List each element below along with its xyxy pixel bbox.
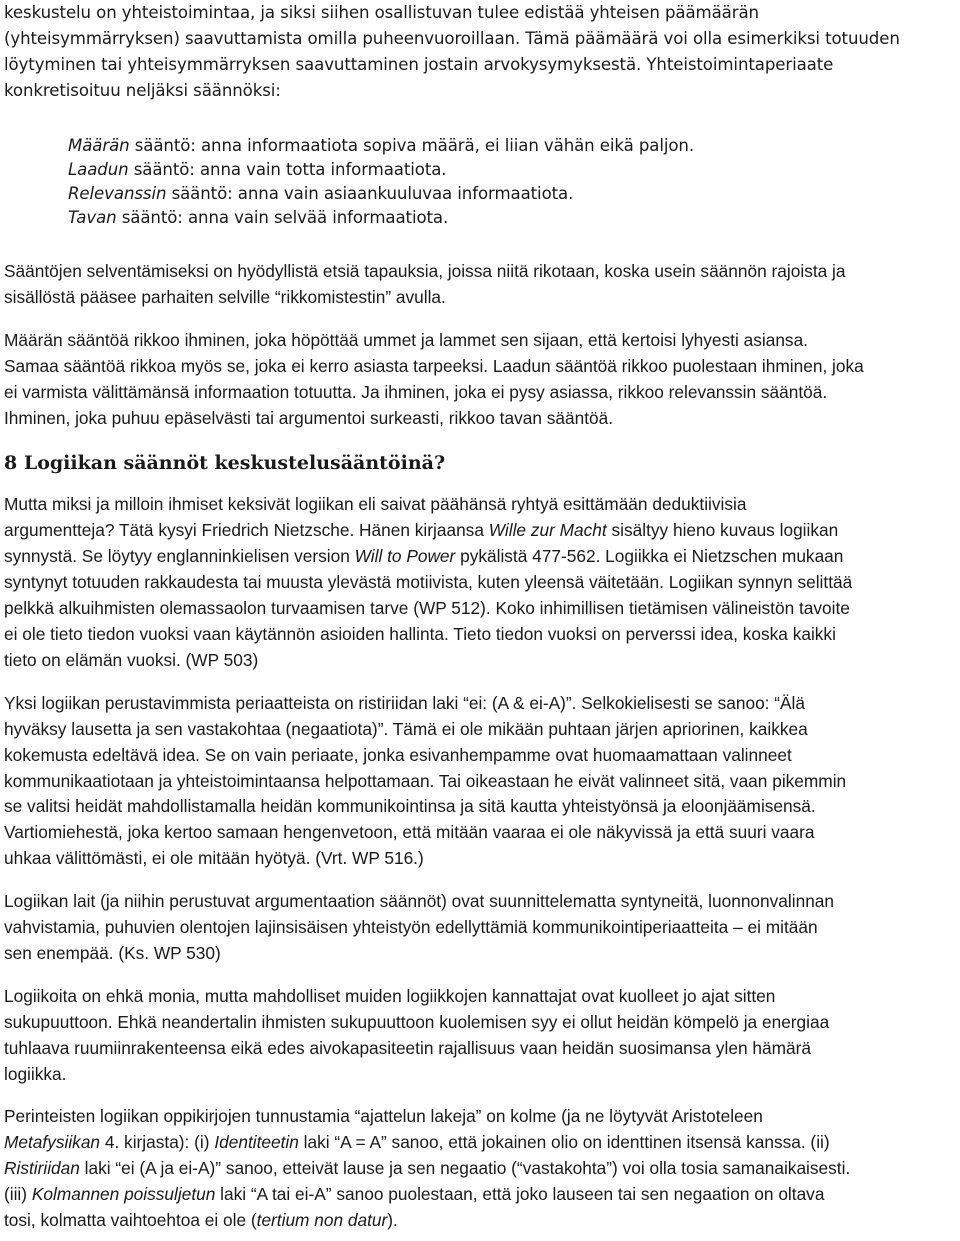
latin-phrase: tertium non datur: [256, 1210, 388, 1231]
rule-item-relevance: [68, 182, 956, 206]
text-line: logiikka.: [4, 1063, 67, 1084]
text-line: ei ole tieto tiedon vuoksi vaan käytännön asioiden hallinta. Tieto tiedon vuoksi on perverssi idea, koska kaikki: [4, 623, 836, 644]
text-line: Määrän sääntöä rikkoo ihminen, joka höpöttää ummet ja lammet sen sijaan, että kertoisi lyhyesti asiansa.: [4, 329, 808, 350]
text-line: Logiikoita on ehkä monia, mutta mahdolliset muiden logiikkojen kannattajat ovat kuolleet jo ajat sitten: [4, 985, 776, 1006]
rule-name: Tavan: [68, 208, 117, 227]
paragraph: [4, 492, 956, 673]
text-line: tuhlaava ruumiinrakenteensa eikä edes aivokapasiteetin rajallisuus vaan heidän suosimansa ylen hämärä: [4, 1037, 811, 1058]
text-line: pelkkä alkuihmisten olemassaolon turvaamisen tarve (WP 512). Koko inhimillisen tietämisen välineistön tavoite: [4, 598, 850, 619]
text-run: ).: [387, 1210, 398, 1231]
law-name: Kolmannen poissuljetun: [31, 1184, 216, 1205]
text-line: konkretisoituu neljäksi säännöksi:: [4, 81, 281, 100]
text-line: keskustelu on yhteistoimintaa, ja siksi siihen osallistuvan tulee edistää yhteisen päämäärän: [4, 3, 759, 22]
law-name: Ristiriidan: [4, 1158, 80, 1179]
text-line: sen enempää. (Ks. WP 530): [4, 942, 221, 963]
text-run: laki “A = A” sanoo, että jokainen olio on identtinen itsensä kanssa. (ii): [298, 1132, 830, 1153]
rule-text: sääntö: anna vain totta informaatiota.: [128, 160, 447, 179]
section-heading: 8 Logiikan säännöt keskustelusääntöinä?: [4, 452, 446, 475]
law-name: Identiteetin: [214, 1132, 299, 1153]
text-line: kokemusta edeltävä idea. Se on vain periaate, jonka esivanhempamme ovat huomaamattaan valinneet: [4, 744, 792, 765]
text-line: sisällöstä pääsee parhaiten selville “rikkomistestin” avulla.: [4, 286, 446, 307]
rule-item-quality: [68, 158, 956, 182]
text-line: vahvistamia, puhuvien olentojen lajinsisäisen yhteistyön edellyttämiä kommunikointiperiaatteita – ei mitään: [4, 917, 818, 938]
rules-list: [68, 134, 956, 230]
text-line: syntynyt totuuden rakkaudesta tai muusta ylevästä motiivista, kuten yleensä väitetään. Logiikan synnyn selittää: [4, 572, 853, 593]
text-line: sukupuuttoon. Ehkä neandertalin ihmisten sukupuuttoon kuolemisen syy ei ollut heidän kömpelö ja energiaa: [4, 1011, 830, 1032]
text-line: [4, 1156, 956, 1182]
book-title: Wille zur Macht: [488, 520, 607, 541]
text-run: argumentteja? Tätä kysyi Friedrich Nietzsche. Hänen kirjaansa: [4, 520, 489, 541]
paragraph: [4, 889, 956, 967]
text-line: Samaa sääntöä rikkoa myös se, joka ei kerro asiasta tarpeeksi. Laadun sääntöä rikkoo puolestaan ihminen, joka: [4, 355, 864, 376]
rule-text: sääntö: anna vain asiaankuuluvaa informaatiota.: [166, 184, 574, 203]
text-run: sisältyy hieno kuvaus logiikan: [606, 520, 839, 541]
rule-name: Laadun: [68, 160, 129, 179]
text-run: 4. kirjasta): (i): [100, 1132, 215, 1153]
rule-text: sääntö: anna informaatiota sopiva määrä, ei liian vähän eikä paljon.: [129, 136, 695, 155]
paragraph: [4, 259, 956, 311]
text-line: uhkaa välittömästi, ei ole mitään hyötyä. (Vrt. WP 516.): [4, 848, 424, 869]
text-line: Logiikan lait (ja niihin perustuvat argumentaation säännöt) ovat suunnittelematta syntyneitä, luonnonvalinnan: [4, 891, 835, 912]
text-line: se valitsi heidät mahdollistamalla heidän kommunikointinsa ja sitä kautta yhteistyönsä ja eloonjäämisensä.: [4, 796, 816, 817]
rule-item-quantity: [68, 134, 956, 158]
text-line: kommunikaatiotaan ja yhteistoimintaansa helpottamaan. Tai oikeastaan he eivät valinneet sitä, vaan pikemmin: [4, 770, 847, 791]
text-line: [4, 1130, 956, 1156]
text-line: Sääntöjen selventämiseksi on hyödyllistä etsiä tapauksia, joissa niitä rikotaan, koska usein säännön rajoista ja: [4, 261, 846, 281]
text-line: löytyminen tai yhteisymmärryksen saavuttaminen jostain arvokysymyksestä. Yhteistoimintaperiaate: [4, 55, 834, 74]
text-run: laki “A tai ei-A” sanoo puolestaan, että joko lauseen tai sen negaation on oltava: [215, 1184, 825, 1205]
paragraph: [4, 1104, 956, 1234]
document-page: [4, 0, 956, 1234]
rule-name: Relevanssin: [68, 184, 167, 203]
rule-item-manner: [68, 206, 956, 230]
text-line: [4, 1208, 956, 1234]
text-run: tosi, kolmatta vaihtoehtoa ei ole (: [4, 1210, 257, 1231]
text-run: synnystä. Se löytyy englanninkielisen version: [4, 546, 355, 567]
text-line: (yhteisymmärryksen) saavuttamista omilla puheenvuoroillaan. Tämä päämäärä voi olla esimerkiksi totuuden: [4, 29, 900, 48]
text-line: tieto on elämän vuoksi. (WP 503): [4, 649, 259, 670]
rule-name: Määrän: [68, 136, 130, 155]
rule-text: sääntö: anna vain selvää informaatiota.: [116, 208, 449, 227]
text-line: Ihminen, joka puhuu epäselvästi tai argumentoi surkeasti, rikkoo tavan sääntöä.: [4, 407, 614, 428]
text-run: pykälistä 477-562. Logiikka ei Nietzschen mukaan: [455, 546, 844, 567]
text-run: (iii): [4, 1184, 32, 1205]
text-line: [4, 544, 956, 570]
paragraph: [4, 328, 956, 432]
text-line: Mutta miksi ja milloin ihmiset keksivät logiikan eli saivat päähänsä ryhtyä esittämään deduktiivisia: [4, 494, 747, 515]
book-title: Will to Power: [354, 546, 456, 567]
paragraph: [4, 691, 956, 872]
text-line: [4, 518, 956, 544]
text-line: Vartiomiehestä, joka kertoo samaan hengenvetoon, että mitään vaaraa ei ole näkyvissä ja että suuri vaara: [4, 822, 815, 843]
text-line: Yksi logiikan perustavimmista periaatteista on ristiriidan laki “ei: (A & ei-A)”. Selkokielisesti se sanoo: “Älä: [4, 692, 806, 713]
intro-paragraph: [4, 0, 956, 104]
book-title: Metafysiikan: [4, 1132, 101, 1153]
paragraph: [4, 984, 956, 1088]
text-line: hyväksy lausetta ja sen vastakohtaa (negaatiota)”. Tämä ei ole mikään puhtaan järjen apriorinen, kaikkea: [4, 718, 808, 739]
text-line: [4, 1182, 956, 1208]
text-line: ei varmista välittämänsä informaation totuutta. Ja ihminen, joka ei pysy asiassa, rikkoo relevanssin sääntöä.: [4, 381, 828, 402]
text-run: laki “ei (A ja ei-A)” sanoo, etteivät lause ja sen negaatio (“vastakohta”) voi olla tosia samanaikaisesti.: [79, 1158, 851, 1179]
text-line: Perinteisten logiikan oppikirjojen tunnustamia “ajattelun lakeja” on kolme (ja ne löytyvät Aristoteleen: [4, 1106, 763, 1127]
